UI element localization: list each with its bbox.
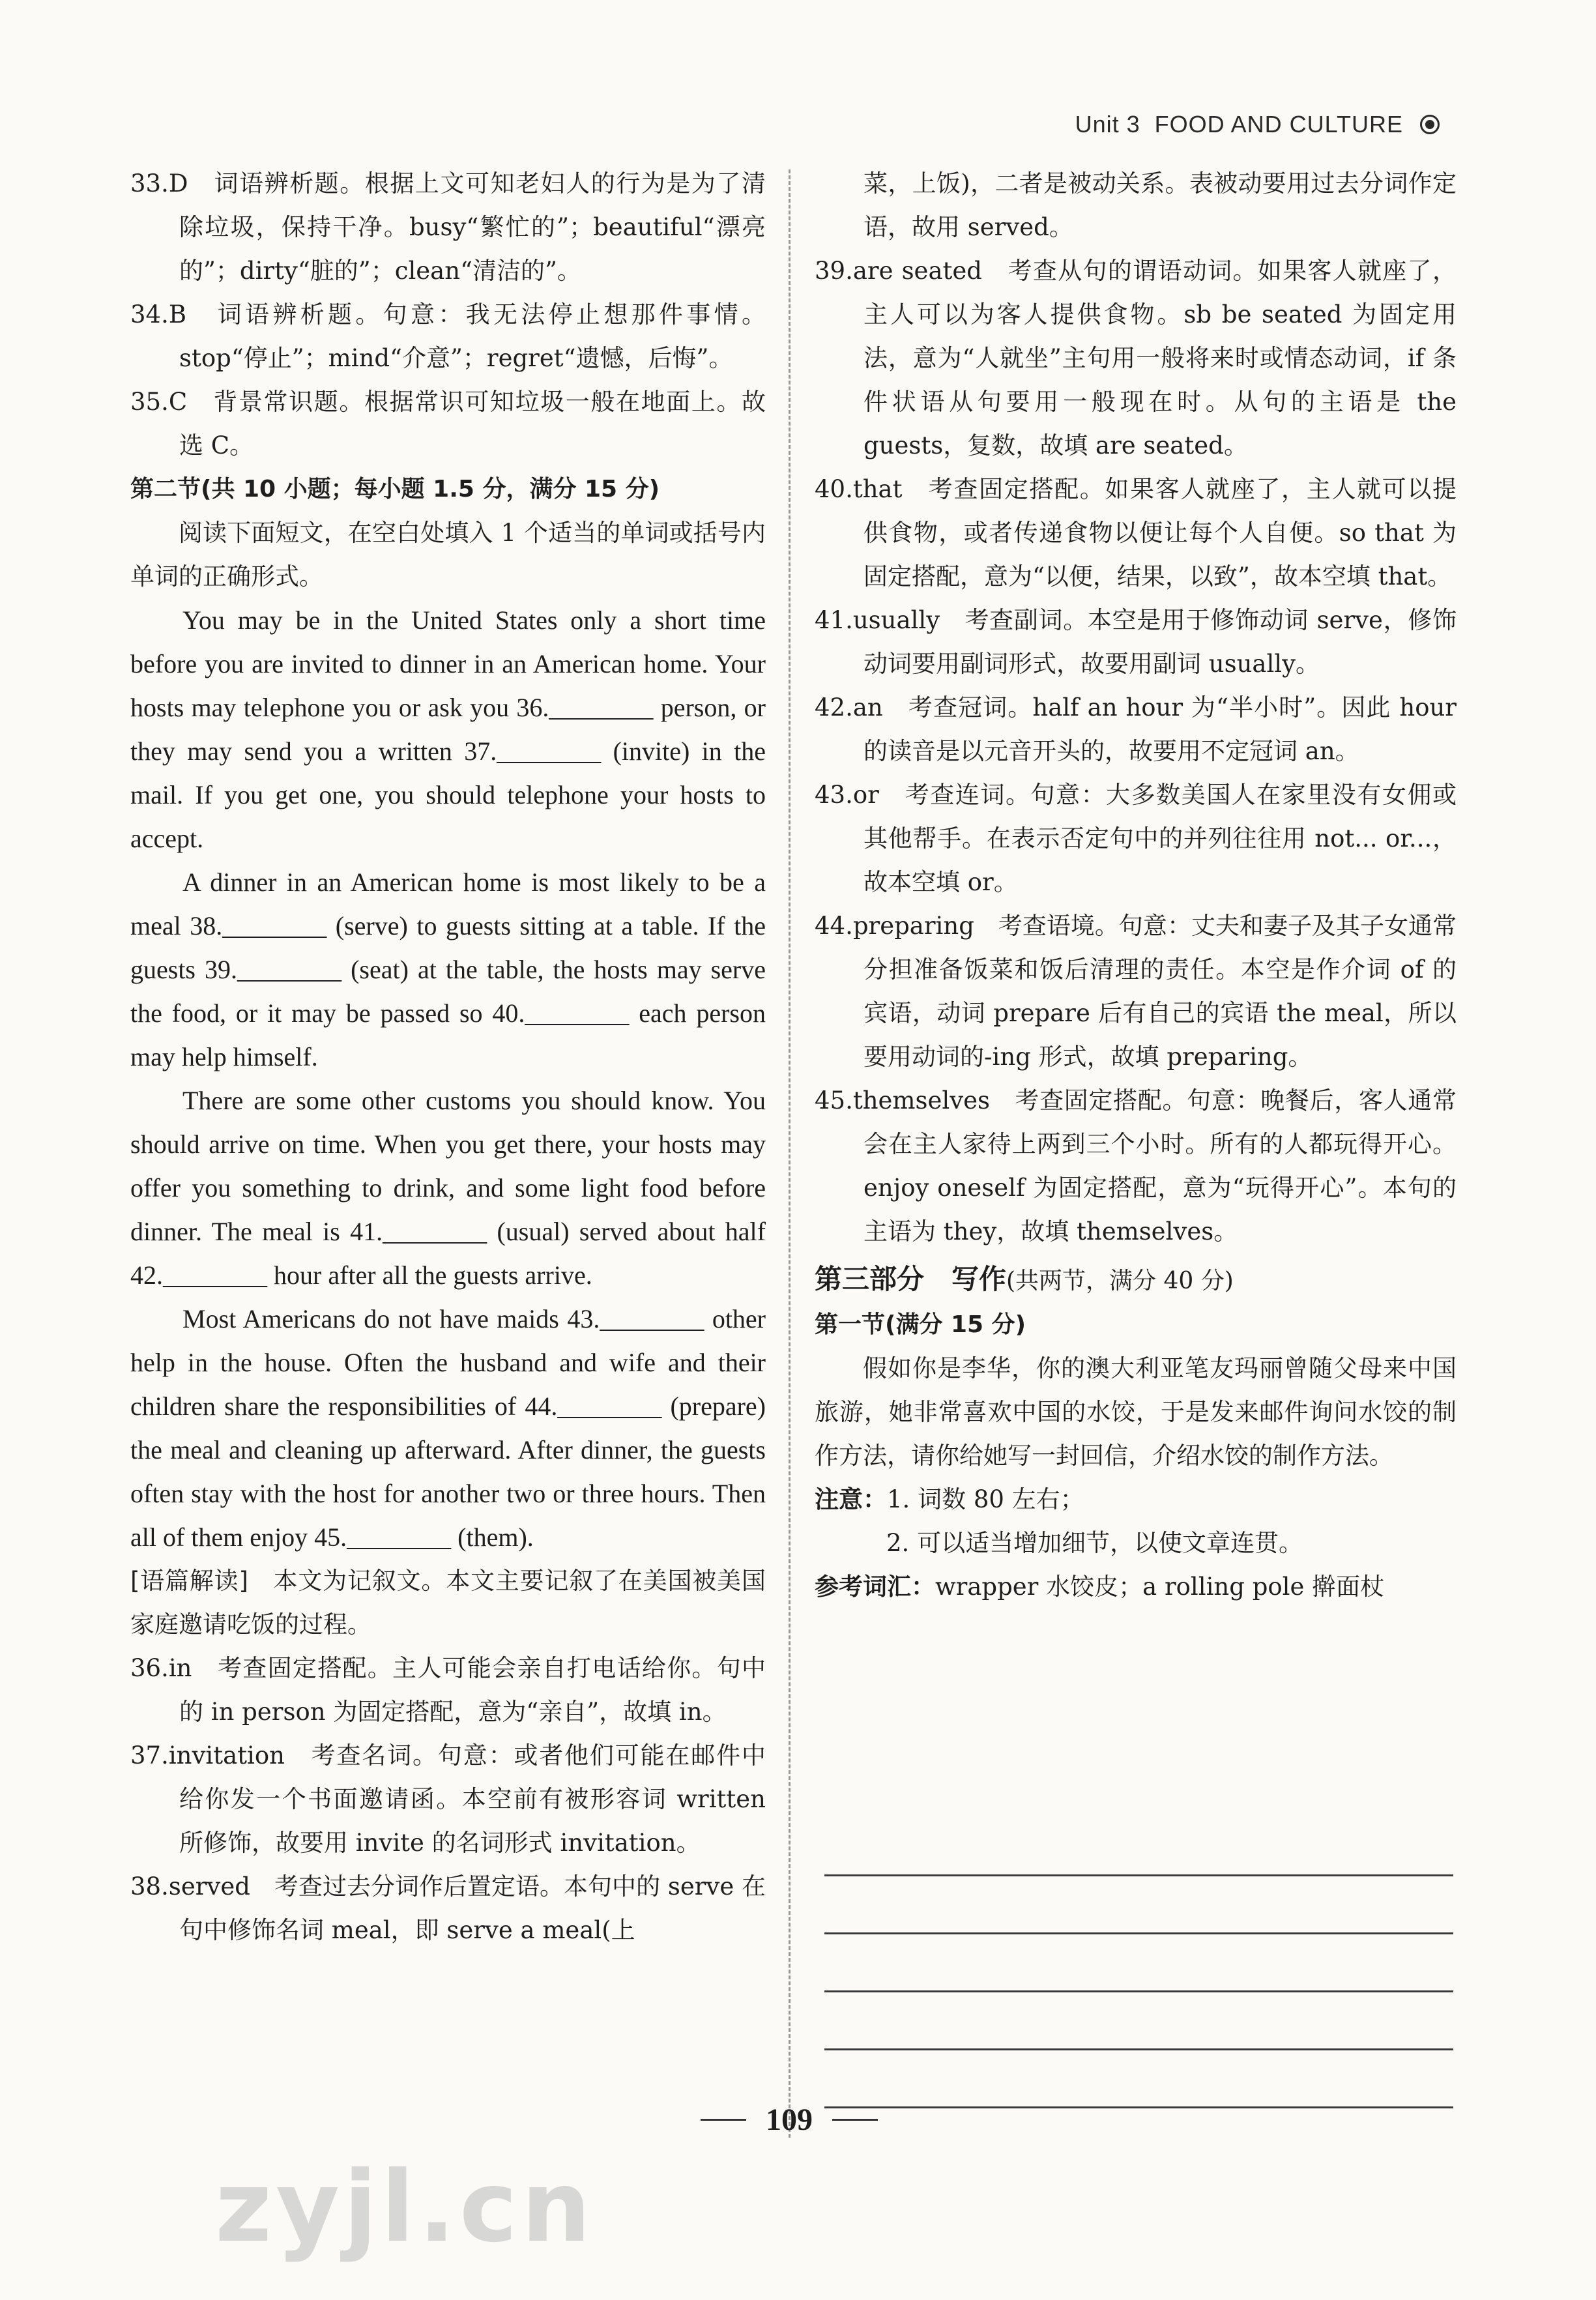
analysis-tag: [语篇解读] <box>130 1567 248 1595</box>
unit-title: FOOD AND CULTURE <box>1154 111 1403 138</box>
answer-33: 33.D 词语辨析题。根据上文可知老妇人的行为是为了清除垃圾，保持干净。busy“繁忙的”；beautiful“漂亮的”；dirty“脏的”；clean“清洁的”。 <box>130 169 766 285</box>
passage-paragraph-1: You may be in the United States only a short time before you are invited to dinner in an American home. Your hosts may telephone you or ask you 36.________ person, or they may send you a written 37.________ (invite) in the mail. If you get one, you should telephone your hosts to accept. <box>130 605 766 853</box>
answer-39: 39.are seated 考查从句的谓语动词。如果客人就座了，主人可以为客人提供食物。sb be seated 为固定用法，意为“人就坐”主句用一般将来时或情态动词，if 条件状语从句要用一般现在时。从句的主语是 the guests，复数，故填 are seated。 <box>815 257 1457 459</box>
answer-40: 40.that 考查固定搭配。如果客人就座了，主人就可以提供食物，或者传递食物以便让每个人自便。so that 为固定搭配，意为“以便，结果，以致”，故本空填 that。 <box>815 475 1457 590</box>
answer-38-continued: 菜，上饭)，二者是被动关系。表被动要用过去分词作定语，故用 served。 <box>863 169 1457 241</box>
writing-line <box>824 1876 1453 1934</box>
unit-label: Unit 3 <box>1075 111 1140 138</box>
page-number: 109 <box>701 2102 878 2138</box>
right-column <box>815 162 1457 1609</box>
answer-41: 41.usually 考查副词。本空是用于修饰动词 serve，修饰动词要用副词形式，故要用副词 usually。 <box>815 606 1457 678</box>
writing-note-1: 注意：1. 词数 80 左右； <box>815 1485 1084 1513</box>
passage-paragraph-2: A dinner in an American home is most likely to be a meal 38.________ (serve) to guests sitting at a table. If the guests 39.________ (seat) at the table, the hosts may serve the food, or it may be passed so 40.________ each person may help himself. <box>130 867 766 1071</box>
answer-45: 45.themselves 考查固定搭配。句意：晚餐后，客人通常会在主人家待上两到三个小时。所有的人都玩得开心。enjoy oneself 为固定搭配，意为“玩得开心”。本句的主语为 they，故填 themselves。 <box>815 1086 1457 1245</box>
writing-line <box>824 1992 1453 2050</box>
section-2-instructions: 阅读下面短文，在空白处填入 1 个适当的单词或括号内单词的正确形式。 <box>130 519 766 590</box>
answer-37: 37.invitation 考查名词。句意：或者他们可能在邮件中给你发一个书面邀请函。本空前有被形容词 written 所修饰，故要用 invite 的名词形式 invitation。 <box>130 1741 766 1857</box>
part-3-title: 第三部分 写作(共两节，满分 40 分) <box>815 1263 1234 1295</box>
writing-line <box>824 1818 1453 1876</box>
answer-42: 42.an 考查冠词。half an hour 为“半小时”。因此 hour 的读音是以元音开头的，故要用不定冠词 an。 <box>815 693 1457 765</box>
answer-43: 43.or 考查连词。句意：大多数美国人在家里没有女佣或其他帮手。在表示否定句中的并列往往用 not... or...，故本空填 or。 <box>815 781 1457 896</box>
writing-section-1-title: 第一节(满分 15 分) <box>815 1311 1026 1338</box>
left-column <box>130 162 766 1952</box>
passage-paragraph-3: There are some other customs you should know. You should arrive on time. When you get there, your hosts may offer you something to drink, and some light food before dinner. The meal is 41.________ (usual) served about half 42.________ hour after all the guests arrive. <box>130 1086 766 1290</box>
answer-38: 38.served 考查过去分词作后置定语。本句中的 serve 在句中修饰名词 meal，即 serve a meal(上 <box>130 1872 766 1944</box>
answer-35: 35.C 背景常识题。根据常识可知垃圾一般在地面上。故选 C。 <box>130 388 766 459</box>
writing-line <box>824 1934 1453 1992</box>
writing-line <box>824 2050 1453 2108</box>
passage-paragraph-4: Most Americans do not have maids 43.________ other help in the house. Often the husband and wife and their children share the responsibilities of 44.________ (prepare) the meal and cleaning up afterward. After dinner, the guests often stay with the host for another two or three hours. Then all of them enjoy 45.________ (them). <box>130 1304 766 1552</box>
section-2-title: 第二节(共 10 小题；每小题 1.5 分，满分 15 分) <box>130 476 660 502</box>
writing-lines <box>824 1818 1453 2108</box>
dash-left <box>701 2119 746 2121</box>
reference-vocab: 参考词汇：wrapper 水饺皮；a rolling pole 擀面杖 <box>815 1573 1385 1601</box>
answer-44: 44.preparing 考查语境。句意：丈夫和妻子及其子女通常分担准备饭菜和饭后清理的责任。本空是作介词 of 的宾语，动词 prepare 后有自己的宾语 the meal，所以要用动词的-ing 形式，故填 preparing。 <box>815 912 1457 1071</box>
answer-34: 34.B 词语辨析题。句意：我无法停止想那件事情。stop“停止”；mind“介意”；regret“遗憾，后悔”。 <box>130 300 766 372</box>
answer-36: 36.in 考查固定搭配。主人可能会亲自打电话给你。句中的 in person 为固定搭配，意为“亲自”，故填 in。 <box>130 1654 766 1726</box>
passage-analysis: [语篇解读] 本文为记叙文。本文主要记叙了在美国被美国家庭邀请吃饭的过程。 <box>130 1567 766 1638</box>
writing-task: 假如你是李华，你的澳大利亚笔友玛丽曾随父母来中国旅游，她非常喜欢中国的水饺，于是发来邮件询问水饺的制作方法，请你给她写一封回信，介绍水饺的制作方法。 <box>815 1354 1457 1470</box>
watermark: zyjl.cn <box>215 2151 595 2264</box>
running-header <box>1075 111 1440 138</box>
column-divider <box>789 169 791 2138</box>
bullet-icon <box>1420 115 1440 134</box>
writing-note-2: 2. 可以适当增加细节，以使文章连贯。 <box>886 1529 1303 1557</box>
dash-right <box>832 2119 878 2121</box>
